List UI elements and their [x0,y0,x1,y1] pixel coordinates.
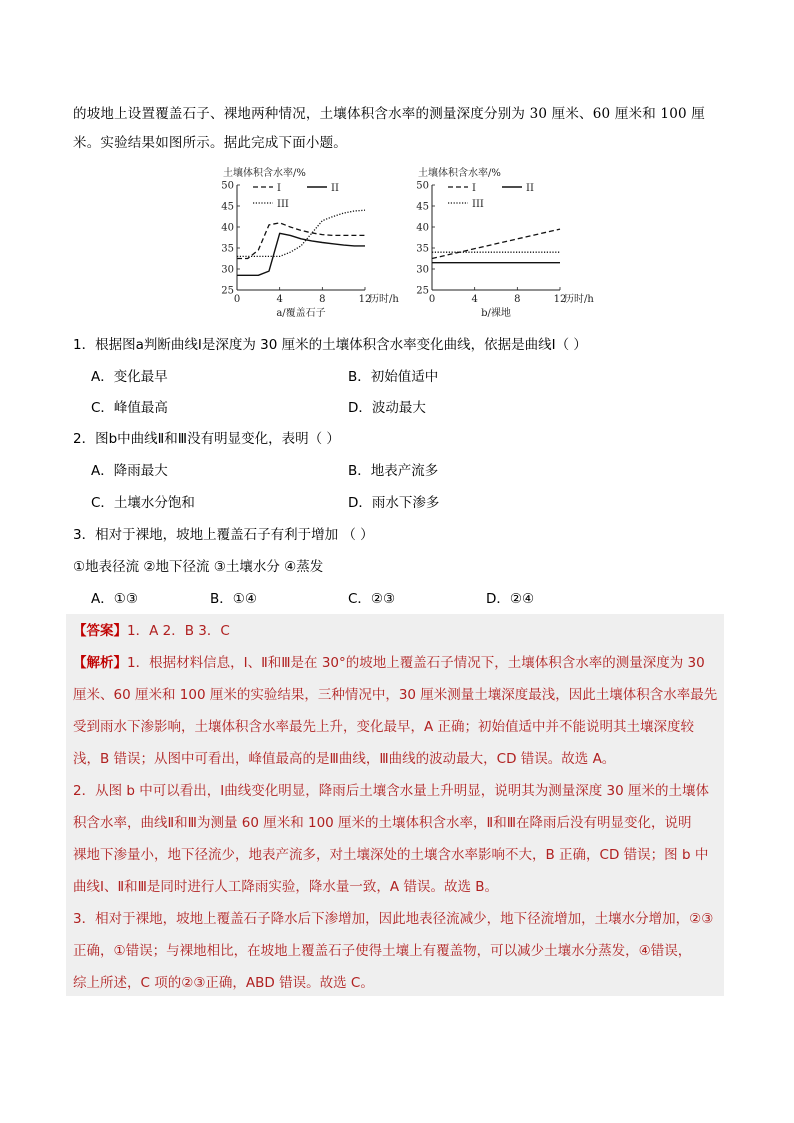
analysis-line-8: 曲线Ⅰ、Ⅱ和Ⅲ是同时进行人工降雨实验，降水量一致，A 错误。故选 B。 [73,879,499,895]
y-axis-label: 土壤体积含水率/% [223,168,306,179]
y-tick-label: 25 [416,285,429,297]
question-3-option-d[interactable]: D．②④ [486,591,535,607]
series-line-ii [237,233,365,275]
analysis-line-11: 综上所述，C 项的②③正确，ABD 错误。故选 C。 [73,975,374,991]
question-1-stem: 1．根据图a判断曲线Ⅰ是深度为 30 厘米的土壤体积含水率变化曲线，依据是曲线Ⅰ（ ） [73,337,587,353]
question-1-option-c[interactable]: C．峰值最高 [91,400,168,416]
x-tick-label: 4 [471,294,478,305]
intro-paragraph [73,100,723,158]
intro-line-2: 米。实验结果如图所示。据此完成下面小题。 [73,135,347,151]
y-tick-label: 50 [221,180,234,192]
x-tick-label: 8 [514,294,521,305]
chart-a-covered-stones [215,160,405,320]
x-tick-label: 4 [276,294,283,305]
y-tick-label: 45 [416,201,429,213]
figure-charts [215,160,595,320]
analysis-line-5: 2．从图 b 中可以看出，Ⅰ曲线变化明显，降雨后土壤含水量上升明显，说明其为测量深度 30 厘米的土壤体 [73,783,709,799]
question-2-stem: 2．图b中曲线Ⅱ和Ⅲ没有明显变化，表明（ ） [73,431,340,447]
analysis-line-7: 裸地下渗量小，地下径流少，地表产流多，对土壤深处的土壤含水率影响不大，B 正确，CD 错误；图 b 中 [73,847,709,863]
analysis-text-1: 1．根据材料信息，Ⅰ、Ⅱ和Ⅲ是在 30°的坡地上覆盖石子情况下，土壤体积含水率的测量深度为 30 [127,655,705,671]
analysis-line-2: 厘米、60 厘米和 100 厘米的实验结果，三种情况中，30 厘米测量土壤深度最浅，因此土壤体积含水率最先 [73,687,718,703]
series-line-i [237,223,365,259]
analysis-line-9: 3．相对于裸地，坡地上覆盖石子降水后下渗增加，因此地表径流减少，地下径流增加，土壤水分增加，②③ [73,911,714,927]
analysis-line-6: 积含水率，曲线Ⅱ和Ⅲ为测量 60 厘米和 100 厘米的土壤体积含水率，Ⅱ和Ⅲ在降雨后没有明显变化，说明 [73,815,692,831]
chart-b-bare-land [410,160,600,320]
x-tick-label: 12 [553,294,567,305]
legend-label-i: I [472,183,476,194]
y-tick-label: 50 [416,180,429,192]
legend-label-ii: II [331,183,339,194]
legend-label-iii: III [472,199,484,210]
y-axis-label: 土壤体积含水率/% [418,168,501,179]
y-tick-label: 35 [416,243,429,255]
question-3-option-c[interactable]: C．②③ [348,591,396,607]
series-line-iii [237,210,365,256]
x-tick-label: 12 [358,294,372,305]
question-2-option-d[interactable]: D．雨水下渗多 [348,495,440,511]
x-axis-unit: 历时/h [369,294,399,305]
question-3-items: ①地表径流 ②地下径流 ③土壤水分 ④蒸发 [73,559,324,575]
question-3-option-b[interactable]: B．①④ [210,591,257,607]
x-tick-label: 8 [319,294,326,305]
question-2-option-b[interactable]: B．地表产流多 [348,463,439,479]
analysis-line-3: 受到雨水下渗影响，土壤体积含水率最先上升，变化最早，A 正确；初始值适中并不能说明其土壤深度较 [73,719,695,735]
analysis-line-4: 浅，B 错误；从图中可看出，峰值最高的是Ⅲ曲线，Ⅲ曲线的波动最大，CD 错误。故选 A。 [73,751,616,767]
question-1-option-b[interactable]: B．初始值适中 [348,369,439,385]
question-3-option-a[interactable]: A．①③ [91,591,138,607]
legend-label-ii: II [526,183,534,194]
analysis-line-10: 正确，①错误；与裸地相比，在坡地上覆盖石子使得土壤上有覆盖物，可以减少土壤水分蒸发，④错误， [73,943,692,959]
question-3-stem: 3．相对于裸地，坡地上覆盖石子有利于增加 （ ） [73,527,374,543]
answer-label: 【答案】 [73,623,127,639]
answer-line [73,621,230,641]
y-tick-label: 40 [221,222,234,234]
y-tick-label: 40 [416,222,429,234]
legend-label-i: I [277,183,281,194]
series-line-i [432,229,560,258]
analysis-line-1 [73,653,705,673]
y-tick-label: 30 [221,264,234,276]
y-tick-label: 45 [221,201,234,213]
y-tick-label: 30 [416,264,429,276]
legend-label-iii: III [277,199,289,210]
chart-caption: a/覆盖石子 [276,308,326,319]
analysis-label: 【解析】 [73,655,127,671]
chart-caption: b/裸地 [481,308,511,319]
question-1-option-d[interactable]: D．波动最大 [348,400,426,416]
x-tick-label: 0 [233,294,241,305]
question-2-option-a[interactable]: A．降雨最大 [91,463,168,479]
question-2-option-c[interactable]: C．土壤水分饱和 [91,495,195,511]
answer-text: 1．A 2．B 3．C [127,623,230,639]
y-tick-label: 35 [221,243,234,255]
intro-line-1: 的坡地上设置覆盖石子、裸地两种情况，土壤体积含水率的测量深度分别为 30 厘米、60 厘米和 100 厘 [73,106,705,122]
question-1-option-a[interactable]: A．变化最早 [91,369,168,385]
y-tick-label: 25 [221,285,234,297]
x-axis-unit: 历时/h [564,294,594,305]
x-tick-label: 0 [428,294,436,305]
